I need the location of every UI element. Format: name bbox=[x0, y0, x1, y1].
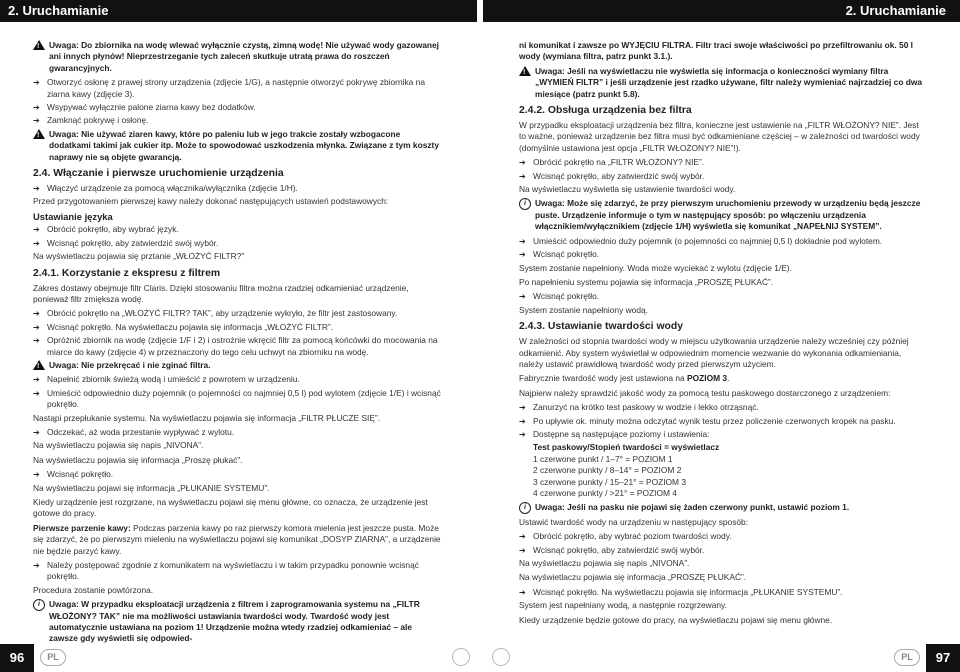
info-icon: i bbox=[33, 599, 45, 611]
list-item: ➔ Zanurzyć na krótko test paskowy w wodzie i lekko otrząsnąć. bbox=[519, 402, 759, 413]
list-item: ➔ Wcisnąć pokrętło. bbox=[519, 249, 600, 260]
arrow-icon: ➔ bbox=[33, 116, 40, 126]
page-number-left: 96 bbox=[0, 644, 34, 672]
section-heading: 2.4.2. Obsługa urządzenia bez filtra bbox=[519, 105, 692, 117]
list-item: ➔ Umieścić odpowiednio duży pojemnik (o pojemności co najmniej 0,5 l) dokładnie pod wylotem. bbox=[519, 235, 883, 246]
left-column bbox=[33, 40, 443, 648]
arrow-icon: ➔ bbox=[33, 427, 40, 437]
hardness-table bbox=[519, 442, 927, 499]
paragraph: ni komunikat i zawsze po WYJĘCIU FILTRA. Filtr traci swoje właściwości po przefiltrowaniu ok. 50 l wody (wymiana filtra, patrz punkt 3.1.). bbox=[519, 40, 914, 62]
list-item: ➔ Umieścić odpowiednio duży pojemnik (o pojemności co najmniej 0,5 l) pod wylotem (zdjęcie 1/E) i wcisnąć pokrętło. bbox=[33, 387, 441, 410]
list-item: ➔ Wcisnąć pokrętło. Na wyświetlaczu pojawia się informacja „WŁOŻYĆ FILTR”. bbox=[33, 321, 334, 332]
info-block bbox=[519, 198, 927, 232]
info-block bbox=[33, 599, 443, 645]
paragraph: Kiedy urządzenie jest rozgrzane, na wyświetlaczu pojawi się menu główne, co oznacza, że urządzenie jest gotowe do pracy. bbox=[33, 497, 428, 519]
page-number-right: 97 bbox=[926, 644, 960, 672]
paragraph: Na wyświetlaczu pojawi się informacja „PŁUKANIE SYSTEMU”. bbox=[33, 482, 270, 493]
arrow-icon: ➔ bbox=[33, 561, 40, 571]
warning-text: Uwaga: Nie używać ziaren kawy, które po paleniu lub w jego trakcie zostały wzbogacone dodatkami takimi jak cukier itp. Może to spowodować uszkodzenia młynka. Związane z tym koszty naprawy nie są objęte gwarancją. bbox=[49, 128, 440, 162]
section-heading: 2.4.1. Korzystanie z ekspresu z filtrem bbox=[33, 267, 221, 279]
list-item: ➔ Po upływie ok. minuty można odczytać wynik testu przez policzenie czerwonych kropek na pasku. bbox=[519, 415, 896, 426]
logo-icon bbox=[452, 648, 470, 666]
arrow-icon: ➔ bbox=[519, 250, 526, 260]
list-item: ➔ Wcisnąć pokrętło. bbox=[519, 291, 600, 302]
list-item: ➔ Obrócić pokrętło, aby wybrać poziom twardości wody. bbox=[519, 531, 732, 542]
list-item: ➔ Obrócić pokrętło na „FILTR WŁOŻONY? NIE”. bbox=[519, 157, 705, 168]
list-item: ➔ Obrócić pokrętło, aby wybrać język. bbox=[33, 224, 179, 235]
list-item: ➔ Należy postępować zgodnie z komunikatem na wyświetlaczu i w takim przypadku ponownie wcisnąć pokrętło. bbox=[33, 560, 419, 582]
warning-block bbox=[33, 360, 443, 371]
info-text: Uwaga: Może się zdarzyć, że przy pierwszym uruchomieniu przewody w urządzeniu będą jeszcze puste. Urządzenie informuje o tym w następujący sposób: po włączeniu urządzenia włącznikiem/wyłącznikiem (zdjęcie 1/H) wyświetla się komunikat „NAPEŁNIJ SYSTEM”. bbox=[535, 198, 921, 232]
list-item: ➔ Wcisnąć pokrętło, aby zatwierdzić swój wybór. bbox=[519, 170, 705, 181]
subheading: Ustawianie języka bbox=[33, 210, 113, 222]
info-icon: i bbox=[519, 502, 531, 514]
arrow-icon: ➔ bbox=[33, 470, 40, 480]
warning-block bbox=[519, 66, 927, 100]
paragraph: Fabrycznie twardość wody jest ustawiona na POZIOM 3. bbox=[519, 373, 730, 384]
table-row: 3 czerwone punkty / 15–21° = POZIOM 3 bbox=[533, 476, 687, 487]
paragraph: Kiedy urządzenie będzie gotowe do pracy, na wyświetlaczu pojawi się menu główne. bbox=[519, 614, 833, 625]
right-column bbox=[519, 40, 927, 629]
paragraph: Na wyświetlaczu pojawia się napis „NIVONA”. bbox=[33, 440, 204, 451]
arrow-icon: ➔ bbox=[519, 532, 526, 542]
paragraph: Na wyświetlaczu pojawia się informacja „PROSZĘ PŁUKAĆ”. bbox=[519, 572, 747, 583]
paragraph: Na wyświetlaczu pojawia się informacja „Proszę płukać”. bbox=[33, 454, 243, 465]
paragraph: Po napełnieniu systemu pojawia się informacja „PROSZĘ PŁUKAĆ”. bbox=[519, 276, 774, 287]
header-left: 2. Uruchamianie bbox=[0, 0, 477, 22]
table-header: Test paskowy/Stopień twardości = wyświetlacz bbox=[533, 442, 720, 453]
language-badge-right: PL bbox=[894, 649, 920, 666]
info-text: Uwaga: W przypadku eksploatacji urządzenia z filtrem i zaprogramowania systemu na „FILTR WŁOŻONY? TAK” nie ma możliwości ustawiania twardości wody. Twardość wody jest automatycznie ustawiana na poziom 1! Urządzenie można wtedy rzadziej odkamieniać – ale zawsze gdy wyświetli się odpowied- bbox=[49, 599, 420, 644]
paragraph: Nastąpi przepłukanie systemu. Na wyświetlaczu pojawia się informacja „FILTR PŁUCZE SIĘ”. bbox=[33, 412, 381, 423]
logo-icon bbox=[492, 648, 510, 666]
paragraph: System zostanie napełniony. Woda może wyciekać z wylotu (zdjęcie 1/E). bbox=[519, 262, 792, 273]
arrow-icon: ➔ bbox=[33, 309, 40, 319]
warning-text: Uwaga: Nie przekręcać i nie zginać filtra. bbox=[49, 359, 211, 370]
arrow-icon: ➔ bbox=[33, 375, 40, 385]
warning-text: Uwaga: Do zbiornika na wodę wlewać wyłącznie czystą, zimną wodę! Nie używać wody gazowanej ani innych płynów! Nieprzestrzeganie tych zaleceń skutkuje utratą prawa do roszczeń gwarancyjnych. bbox=[49, 40, 440, 73]
list-item: ➔ Włączyć urządzenie za pomocą włącznika/wyłącznika (zdjęcie 1/H). bbox=[33, 183, 298, 194]
warning-block bbox=[33, 129, 443, 163]
list-item: ➔ Wsypywać wyłącznie palone ziarna kawy bez dodatków. bbox=[33, 102, 256, 113]
arrow-icon: ➔ bbox=[33, 388, 40, 398]
arrow-icon: ➔ bbox=[33, 322, 40, 332]
arrow-icon: ➔ bbox=[519, 236, 526, 246]
arrow-icon: ➔ bbox=[519, 416, 526, 426]
paragraph: Na wyświetlaczu wyświetla się ustawienie twardości wody. bbox=[519, 184, 736, 195]
info-block bbox=[519, 502, 927, 513]
paragraph: Przed przygotowaniem pierwszej kawy należy dokonać następujących ustawień podstawowych: bbox=[33, 196, 389, 207]
paragraph: Ustawić twardość wody na urządzeniu w następujący sposób: bbox=[519, 516, 749, 527]
table-row: 4 czerwone punkty / >21° = POZIOM 4 bbox=[533, 488, 677, 498]
warning-icon bbox=[33, 40, 45, 50]
section-heading: 2.4.3. Ustawianie twardości wody bbox=[519, 321, 683, 333]
arrow-icon: ➔ bbox=[519, 545, 526, 555]
list-item: ➔ Wcisnąć pokrętło, aby zatwierdzić swój wybór. bbox=[33, 237, 219, 248]
arrow-icon: ➔ bbox=[33, 225, 40, 235]
language-badge-left: PL bbox=[40, 649, 66, 666]
arrow-icon: ➔ bbox=[519, 171, 526, 181]
paragraph: W zależności od stopnia twardości wody w miejscu użytkowania urządzenie należy wcześniej czy później odkamienić. Aby system wyświetlał w odpowiednim momencie wezwanie do wykonania odkamieniania, należy ustawić prawidłową twardość wody przed pierwszym użyciem. bbox=[519, 336, 909, 369]
list-item: ➔ Otworzyć osłonę z prawej strony urządzenia (zdjęcie 1/G), a następnie otworzyć pokrywę zbiornika na ziarna kawy (zdjęcie 3). bbox=[33, 77, 425, 99]
paragraph: Na wyświetlaczu pojawia się napis „NIVONA”. bbox=[519, 558, 690, 569]
arrow-icon: ➔ bbox=[33, 238, 40, 248]
paragraph: Na wyświetlaczu pojawia się prztanie „WŁOŻYĆ FILTR?” bbox=[33, 251, 245, 262]
info-text: Uwaga: Jeśli na pasku nie pojawi się żaden czerwony punkt, ustawić poziom 1. bbox=[535, 502, 850, 513]
list-item: ➔ Napełnić zbiornik świeżą wodą i umieścić z powrotem w urządzeniu. bbox=[33, 374, 300, 385]
arrow-icon: ➔ bbox=[33, 103, 40, 113]
arrow-icon: ➔ bbox=[519, 587, 526, 597]
list-item: ➔ Zamknąć pokrywę i osłonę. bbox=[33, 115, 149, 126]
warning-icon bbox=[519, 66, 531, 76]
arrow-icon: ➔ bbox=[33, 78, 40, 88]
info-icon: i bbox=[519, 198, 531, 210]
section-heading: 2.4. Włączanie i pierwsze uruchomienie urządzenia bbox=[33, 168, 284, 180]
list-item: ➔ Odczekać, aż woda przestanie wypływać z wylotu. bbox=[33, 426, 235, 437]
paragraph: System jest napełniany wodą, a następnie rozgrzewany. bbox=[519, 600, 727, 611]
arrow-icon: ➔ bbox=[33, 184, 40, 194]
table-row: 1 czerwone punkt / 1–7° = POZIOM 1 bbox=[533, 453, 673, 464]
table-row: 2 czerwone punkty / 8–14° = POZIOM 2 bbox=[533, 465, 682, 476]
arrow-icon: ➔ bbox=[519, 429, 526, 439]
warning-icon bbox=[33, 360, 45, 370]
paragraph: Pierwsze parzenie kawy: Podczas parzenia kawy po raz pierwszy komora mielenia jest jeszcze pusta. Może się zdarzyć, że po pierwszym mieleniu na wyświetlaczu pojawi się komunikat „DOSYP ZIARNA”, a urządzenie nie będzie parzyć kawy. bbox=[33, 522, 441, 556]
warning-icon bbox=[33, 129, 45, 139]
list-item: ➔ Wcisnąć pokrętło. bbox=[33, 469, 114, 480]
header-right: 2. Uruchamianie bbox=[483, 0, 960, 22]
paragraph: Procedura zostanie powtórzona. bbox=[33, 584, 154, 595]
list-item: ➔ Wcisnąć pokrętło, aby zatwierdzić swój wybór. bbox=[519, 544, 705, 555]
paragraph: W przypadku eksploatacji urządzenia bez filtra, konieczne jest ustawienie na „FILTR WŁOŻONY? NIE”. Jest to ważne, ponieważ urządzenie bez filtra musi być odkamieniane częściej – w zależności od twardości wody (domyślnie ustawiona jest opcja „FILTR WŁOŻONY? NIE”!). bbox=[519, 120, 920, 153]
list-item: ➔ Wcisnąć pokrętło. Na wyświetlaczu pojawia się informacja „PŁUKANIE SYSTEMU”. bbox=[519, 586, 843, 597]
warning-text: Uwaga: Jeśli na wyświetlaczu nie wyświetla się informacja o konieczności wymiany filtra „WYMIEŃ FILTR” i jeśli urządzenie jest rzadko używane, filtr należy wymieniać najrzadziej co dwa miesiące (patrz punkt 5.8). bbox=[535, 65, 923, 99]
paragraph: Zakres dostawy obejmuje filtr Claris. Dzięki stosowaniu filtra można rzadziej odkamieniać urządzenie, ponieważ filtr zmiększa wodę. bbox=[33, 282, 409, 304]
arrow-icon: ➔ bbox=[519, 403, 526, 413]
bold-lead: Pierwsze parzenie kawy: bbox=[33, 522, 131, 533]
arrow-icon: ➔ bbox=[33, 336, 40, 346]
paragraph: System zostanie napełniony wodą. bbox=[519, 304, 648, 315]
list-item: ➔ Obrócić pokrętło na „WŁOŻYĆ FILTR? TAK”, aby urządzenie wykryło, że filtr jest zastosowany. bbox=[33, 308, 398, 319]
list-item: ➔ Opróżnić zbiornik na wodę (zdjęcie 1/F i 2) i ostrożnie wkręcić filtr za pomocą końcówki do mocowania na miarce do kawy (zdjęcie 4) w przeznaczony do tego celu uchwyt na zbiorniku na wodę. bbox=[33, 335, 438, 357]
bold-value: POZIOM 3 bbox=[687, 373, 728, 384]
arrow-icon: ➔ bbox=[519, 292, 526, 302]
warning-block bbox=[33, 40, 443, 74]
list-item: ➔ Dostępne są następujące poziomy i ustawienia: bbox=[519, 428, 710, 439]
paragraph: Najpierw należy sprawdzić jakość wody za pomocą testu paskowego dostarczonego z urządzeniem: bbox=[519, 387, 891, 398]
arrow-icon: ➔ bbox=[519, 158, 526, 168]
